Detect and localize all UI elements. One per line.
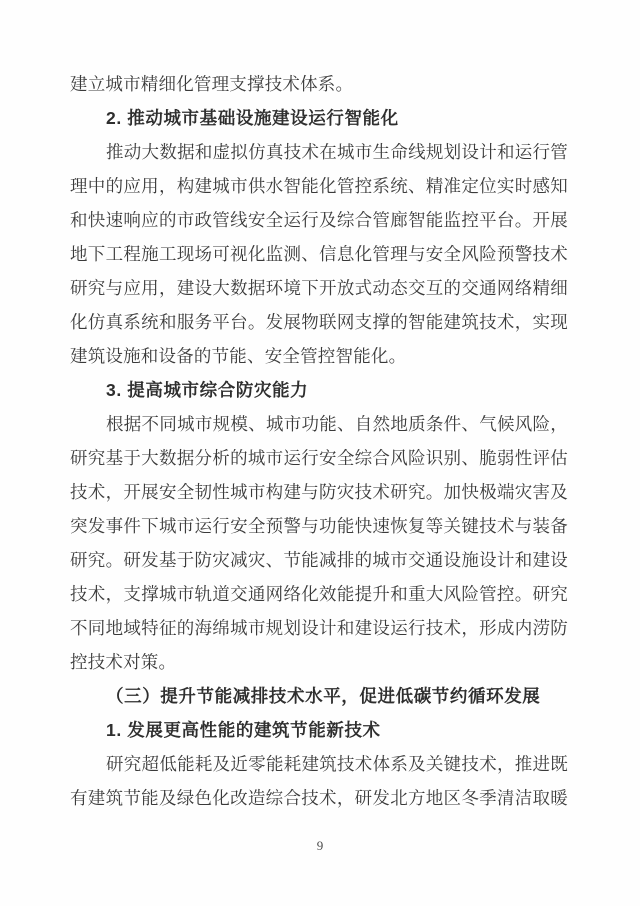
body-text-line: 根据不同城市规模、城市功能、自然地质条件、气候风险， (106, 414, 568, 434)
body-text-line: 和快速响应的市政管线安全运行及综合管廊智能监控平台。开展 (70, 210, 568, 230)
body-text-line: 建立城市精细化管理支撑技术体系。 (70, 74, 354, 94)
body-text-line: 突发事件下城市运行安全预警与功能快速恢复等关键技术与装备 (70, 516, 568, 536)
heading-line: 2. 推动城市基础设施建设运行智能化 (106, 108, 399, 128)
heading-line: 3. 提高城市综合防灾能力 (106, 380, 309, 400)
body-text-line: 推动大数据和虚拟仿真技术在城市生命线规划设计和运行管 (106, 142, 568, 162)
body-text-line: 技术，开展安全韧性城市构建与防灾技术研究。加快极端灾害及 (70, 482, 568, 502)
body-text-line: 有建筑节能及绿色化改造综合技术，研发北方地区冬季清洁取暖 (70, 788, 568, 808)
document-body (70, 67, 568, 815)
body-text-line: 研究基于大数据分析的城市运行安全综合风险识别、脆弱性评估 (70, 448, 568, 468)
heading-line: （三）提升节能减排技术水平，促进低碳节约循环发展 (106, 686, 541, 706)
body-text-line: 研究与应用，建设大数据环境下开放式动态交互的交通网络精细 (70, 278, 568, 298)
body-text-line: 化仿真系统和服务平台。发展物联网支撑的智能建筑技术，实现 (70, 312, 568, 332)
body-text-line: 建筑设施和设备的节能、安全管控智能化。 (70, 346, 407, 366)
body-text-line: 研究超低能耗及近零能耗建筑技术体系及关键技术，推进既 (106, 754, 568, 774)
page-number: 9 (316, 838, 324, 853)
heading-line: 1. 发展更高性能的建筑节能新技术 (106, 720, 381, 740)
body-text-line: 不同地域特征的海绵城市规划设计和建设运行技术，形成内涝防 (70, 618, 568, 638)
body-text-line: 理中的应用，构建城市供水智能化管控系统、精准定位实时感知 (70, 176, 568, 196)
body-text-line: 地下工程施工现场可视化监测、信息化管理与安全风险预警技术 (70, 244, 568, 264)
body-text-line: 研究。研发基于防灾减灾、节能减排的城市交通设施设计和建设 (70, 550, 568, 570)
body-text-line: 控技术对策。 (70, 652, 177, 672)
body-text-line: 技术，支撑城市轨道交通网络化效能提升和重大风险管控。研究 (70, 584, 568, 604)
